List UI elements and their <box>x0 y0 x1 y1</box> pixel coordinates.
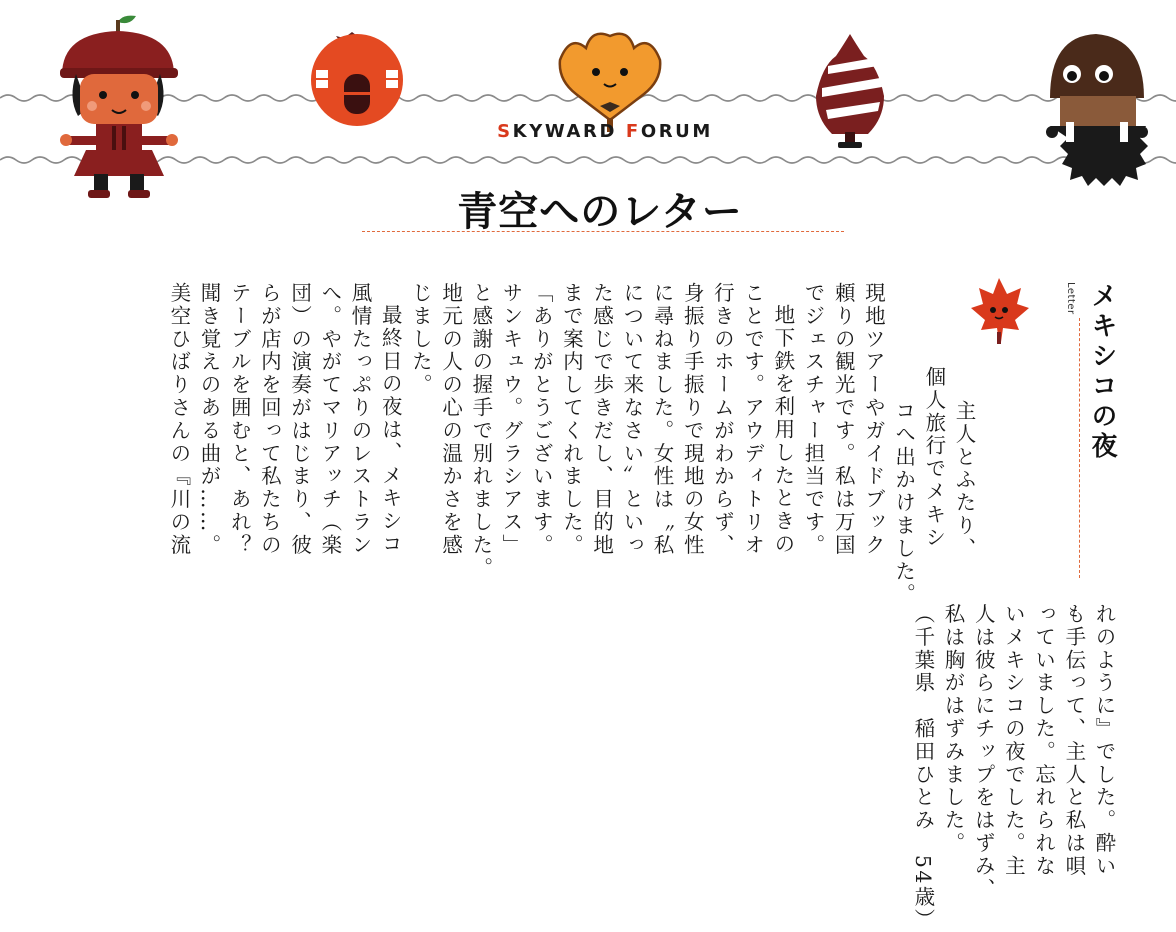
chestnut-icon <box>1046 34 1148 186</box>
ginkgo-leaf-icon <box>560 34 660 132</box>
letter-column: ことです。アウディトリオ <box>740 282 765 557</box>
letter-column: 団）の演奏がはじまり、彼 <box>287 282 312 557</box>
letter-column: っていました。忘れられな <box>1031 603 1056 878</box>
letter-column: 最終日の夜は、メキシコ <box>378 304 403 556</box>
letter-column: 現地ツアーやガイドブック <box>861 282 886 557</box>
forum-label-s: S <box>497 121 513 142</box>
persimmon-house-icon <box>311 32 403 126</box>
letter-column: でジェスチャー担当です。 <box>801 282 825 557</box>
letter-column: た感じで歩きだし、目的地 <box>589 282 614 557</box>
letter-column: いメキシコの夜でした。主 <box>1001 603 1026 878</box>
letter-column: テーブルを囲むと、あれ？ <box>227 282 252 557</box>
letter-tag <box>1065 282 1076 315</box>
letter-column: 風情たっぷりのレストラン <box>348 282 372 557</box>
letter-column: 私は胸がはずみました。 <box>941 603 965 855</box>
letter-column: 個人旅行でメキシ <box>921 366 946 550</box>
letter-column: サンキュウ。グラシアス」 <box>499 282 523 557</box>
forum-label-mid: KYWARD <box>512 121 626 142</box>
wavy-line-bottom <box>0 157 1176 163</box>
letter-column: じました。 <box>408 282 433 397</box>
maple-leaf-icon <box>966 276 1032 346</box>
forum-label-f: F <box>625 121 641 142</box>
letter-column: （千葉県 稲田ひとみ 54歳） <box>910 603 935 932</box>
letter-column: も手伝って、主人と私は唄 <box>1061 603 1086 878</box>
letter-column: 地下鉄を利用したときの <box>770 304 795 556</box>
letter-column: まで案内してくれました。 <box>559 282 584 557</box>
letter-column: 人は彼らにチップをはずみ、 <box>971 603 996 901</box>
bamboo-shoot-icon <box>816 34 884 148</box>
letter-column: 頼りの観光です。私は万国 <box>831 282 856 557</box>
letter-column: 主人とふたり、 <box>952 400 976 561</box>
page-title: 青空へのレター <box>457 189 743 235</box>
letter-column: らが店内を回って私たちの <box>257 282 282 557</box>
letter-column: へ。やがてマリアッチ（楽 <box>317 282 342 557</box>
apple-girl-icon <box>60 16 178 198</box>
forum-label-rest: ORUM <box>640 121 713 142</box>
letter-rule <box>1079 318 1080 578</box>
letter-column: 聞き覚えのある曲が……。 <box>197 282 221 557</box>
letter-title: メキシコの夜 <box>1087 282 1117 462</box>
letter-column: れのように』でした。酔い <box>1092 603 1116 878</box>
title-rule <box>362 231 844 232</box>
letter-column: 身振り手振りで現地の女性 <box>680 282 705 557</box>
letter-column: 美空ひばりさんの『川の流 <box>166 282 191 557</box>
letter-tag-text: Letter <box>1065 282 1076 315</box>
letter-column: コへ出かけました。 <box>891 400 916 607</box>
letter-column: に尋ねました。女性は〝私 <box>650 282 674 557</box>
letter-column: について来なさい〟といっ <box>619 282 644 557</box>
forum-label <box>440 121 770 142</box>
letter-column: 行きのホームがわからず、 <box>710 282 735 557</box>
letter-column: 「ありがとうございます。 <box>529 282 554 557</box>
letter-column: と感謝の握手で別れました。 <box>468 282 493 580</box>
letter-column: 地元の人の心の温かさを感 <box>438 282 463 557</box>
